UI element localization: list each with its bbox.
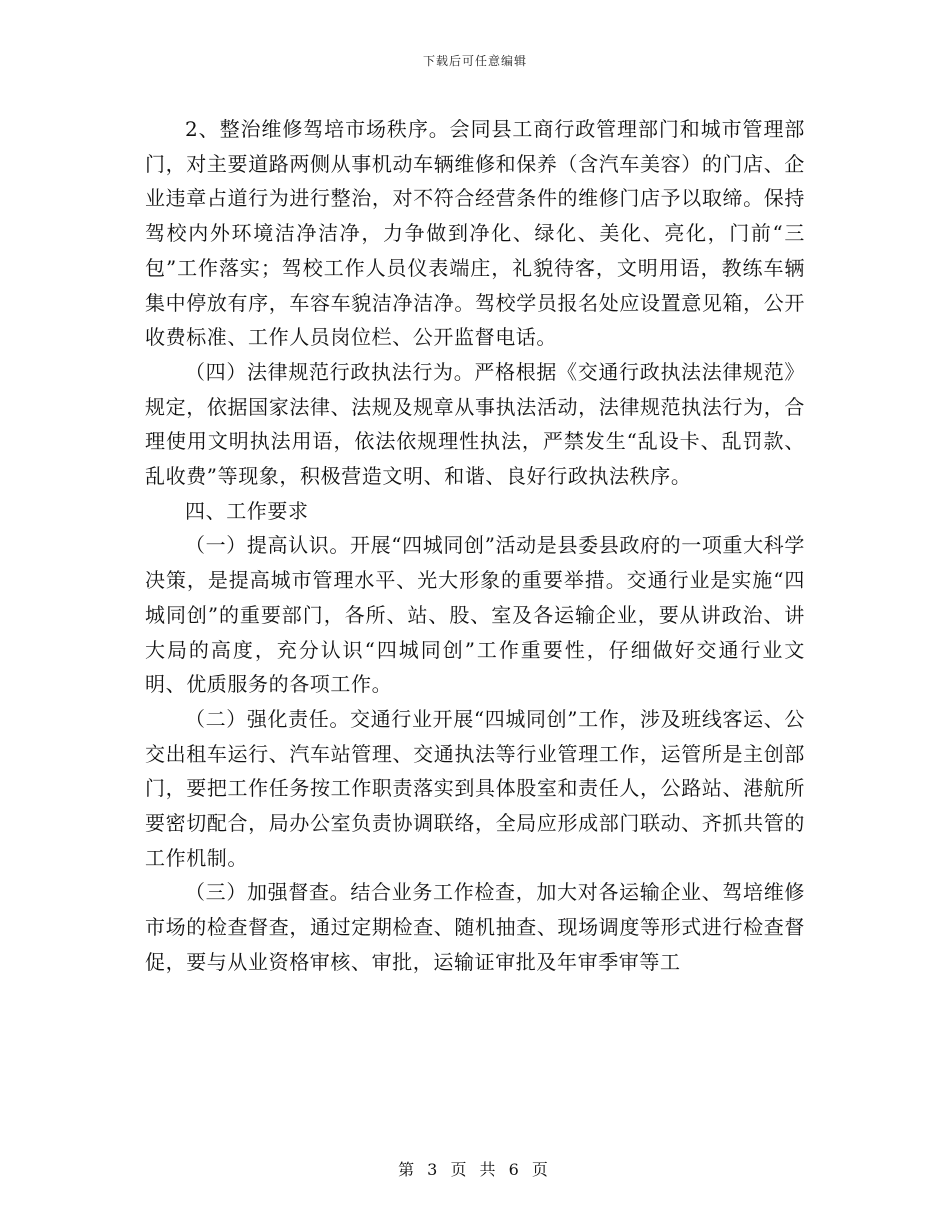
page-number: 第 3 页 共 6 页 <box>398 1160 552 1179</box>
section-heading-work-requirements: 四、工作要求 <box>185 498 309 523</box>
paragraph-strengthen-responsibility: （二）强化责任。交通行业开展“四城同创”工作，涉及班线客运、公交出租车运行、汽车站管理、交通执法等行业管理工作，运管所是主创部门，要把工作任务按工作职责落实到具体股室和责任人，公路站、港航所要密切配合，局办公室负责协调联络，全局应形成部门联动、齐抓共管的工作机制。 <box>145 706 805 870</box>
paragraph-law-enforcement: （四）法律规范行政执法行为。严格根据《交通行政执法法律规范》规定，依据国家法律、法规及规章从事执法活动，法律规范执法行为，合理使用文明执法用语，依法依规理性执法，严禁发生“乱设卡、乱罚款、乱收费”等现象，积极营造文明、和谐、良好行政执法秩序。 <box>145 359 805 489</box>
paragraph-strengthen-supervision: （三）加强督查。结合业务工作检查，加大对各运输企业、驾培维修市场的检查督查，通过定期检查、随机抽查、现场调度等形式进行检查督促，要与从业资格审核、审批，运输证审批及年审季审等工 <box>145 880 805 974</box>
page-header: 下载后可任意编辑 <box>422 54 527 68</box>
document-body <box>145 112 805 980</box>
paragraph-raise-awareness: （一）提高认识。开展“四城同创”活动是县委县政府的一项重大科学决策，是提高城市管理水平、光大形象的重要举措。交通行业是实施“四城同创”的重要部门，各所、站、股、室及各运输企业，要从讲政治、讲大局的高度，充分认识“四城同创”工作重要性，仔细做好交通行业文明、优质服务的各项工作。 <box>145 533 805 697</box>
paragraph-repair-training-market: 2、整治维修驾培市场秩序。会同县工商行政管理部门和城市管理部门，对主要道路两侧从事机动车辆维修和保养（含汽车美容）的门店、企业违章占道行为进行整治，对不符合经营条件的维修门店予以取缔。保持驾校内外环境洁净洁净，力争做到净化、绿化、美化、亮化，门前“三包”工作落实；驾校工作人员仪表端庄，礼貌待客，文明用语，教练车辆集中停放有序，车容车貌洁净洁净。驾校学员报名处应设置意见箱，公开收费标准、工作人员岗位栏、公开监督电话。 <box>145 117 805 350</box>
